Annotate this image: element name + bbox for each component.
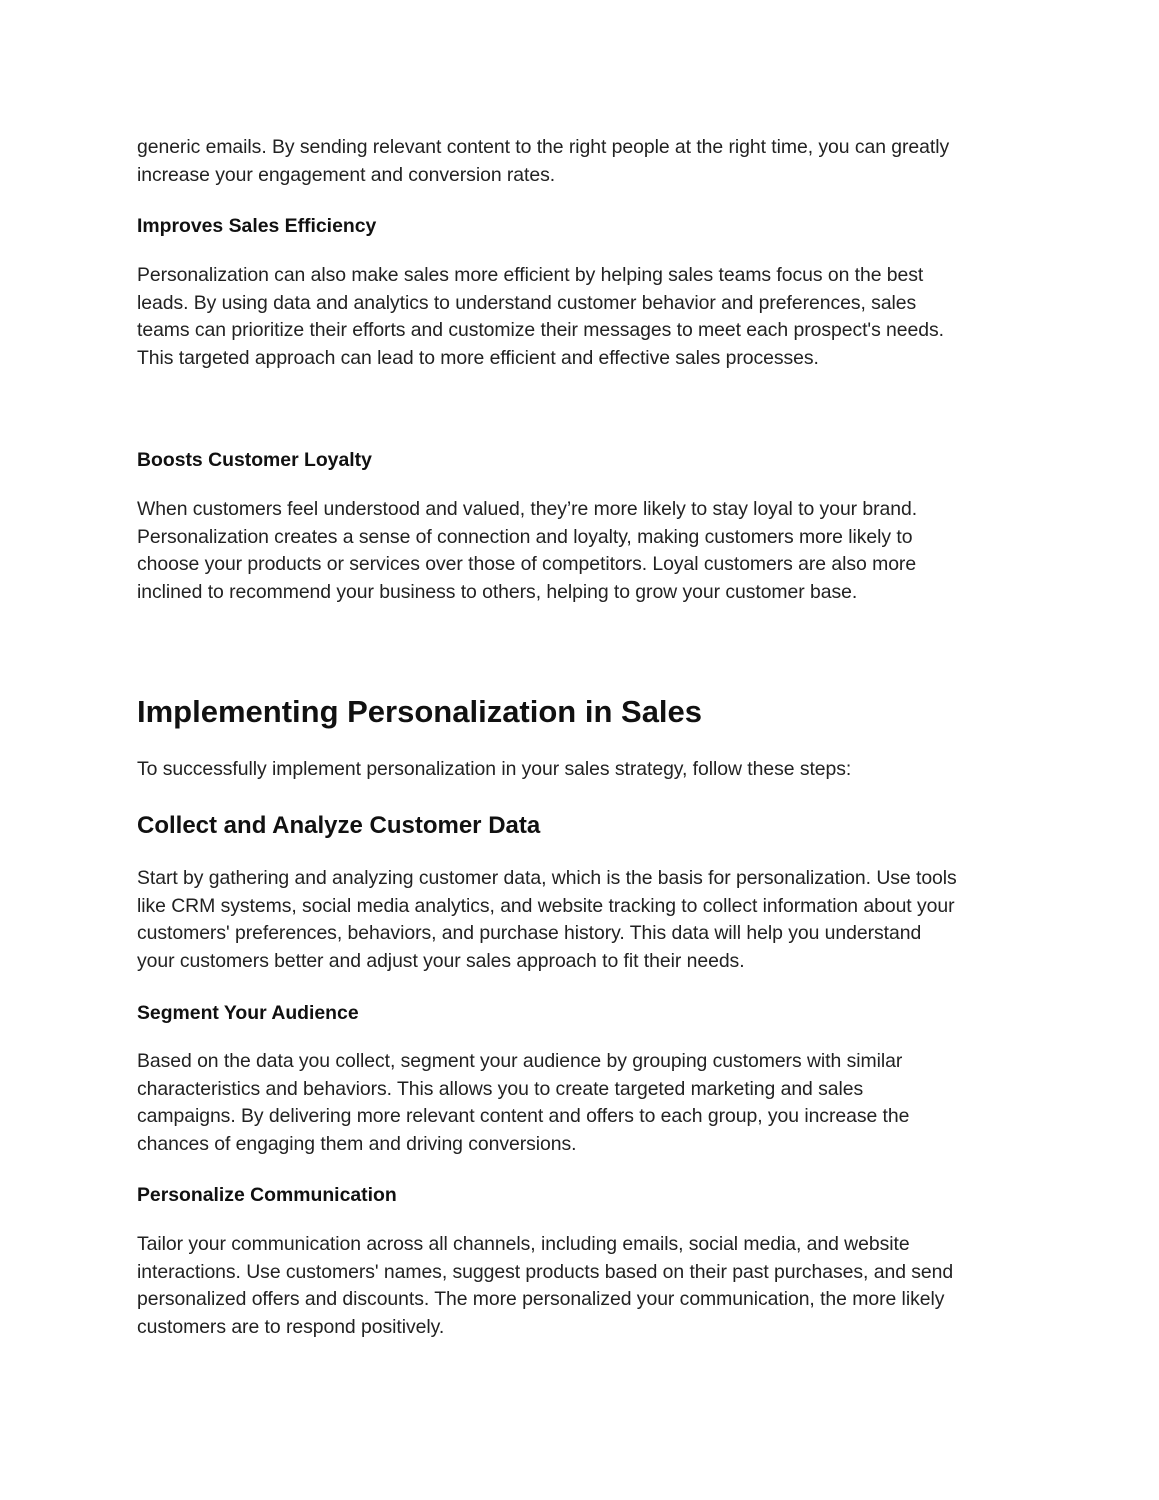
paragraph-line: chances of engaging them and driving conversions.	[137, 1132, 577, 1155]
paragraph-line: increase your engagement and conversion rates.	[137, 163, 556, 186]
paragraph-line: leads. By using data and analytics to understand customer behavior and preferences, sales	[137, 291, 917, 314]
paragraph-line: inclined to recommend your business to others, helping to grow your customer base.	[137, 580, 858, 603]
segment-audience-heading: Segment Your Audience	[137, 1002, 359, 1024]
paragraph-line: Personalization can also make sales more efficient by helping sales teams focus on the best	[137, 264, 924, 286]
paragraph-line: teams can prioritize their efforts and customize their messages to meet each prospect's needs.	[137, 319, 944, 342]
paragraph-line: Personalization creates a sense of connection and loyalty, making customers more likely to	[137, 525, 913, 548]
paragraph-line: To successfully implement personalization in your sales strategy, follow these steps:	[137, 758, 852, 780]
paragraph-line: interactions. Use customers' names, suggest products based on their past purchases, and send	[137, 1260, 954, 1283]
sales-efficiency-heading: Improves Sales Efficiency	[137, 215, 377, 237]
paragraph-line: personalized offers and discounts. The more personalized your communication, the more likely	[137, 1288, 945, 1311]
implementing-section-title: Implementing Personalization in Sales	[137, 694, 703, 729]
paragraph-line: your customers better and adjust your sales approach to fit their needs.	[137, 949, 745, 972]
paragraph-line: When customers feel understood and valued, they’re more likely to stay loyal to your brand.	[137, 498, 918, 520]
intro-continuation-paragraph	[137, 134, 949, 189]
implementing-intro-paragraph	[137, 756, 851, 784]
paragraph-line: This targeted approach can lead to more efficient and effective sales processes.	[137, 346, 819, 369]
paragraph-line: like CRM systems, social media analytics, and website tracking to collect information about your	[137, 894, 955, 917]
personalize-communication-heading: Personalize Communication	[137, 1184, 397, 1206]
customer-loyalty-heading: Boosts Customer Loyalty	[137, 449, 372, 471]
sales-efficiency-paragraph	[137, 262, 944, 372]
paragraph-line: customers' preferences, behaviors, and purchase history. This data will help you understand	[137, 922, 922, 945]
paragraph-line: Based on the data you collect, segment your audience by grouping customers with similar	[137, 1050, 903, 1072]
paragraph-line: Start by gathering and analyzing customer data, which is the basis for personalization. Use tools	[137, 867, 957, 889]
collect-data-heading: Collect and Analyze Customer Data	[137, 812, 541, 839]
personalize-communication-paragraph	[137, 1231, 953, 1341]
paragraph-line: characteristics and behaviors. This allows you to create targeted marketing and sales	[137, 1077, 864, 1100]
paragraph-line: campaigns. By delivering more relevant content and offers to each group, you increase the	[137, 1105, 910, 1128]
customer-loyalty-paragraph	[137, 496, 917, 606]
paragraph-line: Tailor your communication across all channels, including emails, social media, and website	[137, 1233, 910, 1255]
collect-data-paragraph	[137, 865, 957, 975]
segment-audience-paragraph	[137, 1048, 909, 1158]
paragraph-line: customers are to respond positively.	[137, 1315, 445, 1338]
paragraph-line: choose your products or services over those of competitors. Loyal customers are also more	[137, 553, 917, 576]
paragraph-line: generic emails. By sending relevant content to the right people at the right time, you can greatly	[137, 136, 950, 158]
